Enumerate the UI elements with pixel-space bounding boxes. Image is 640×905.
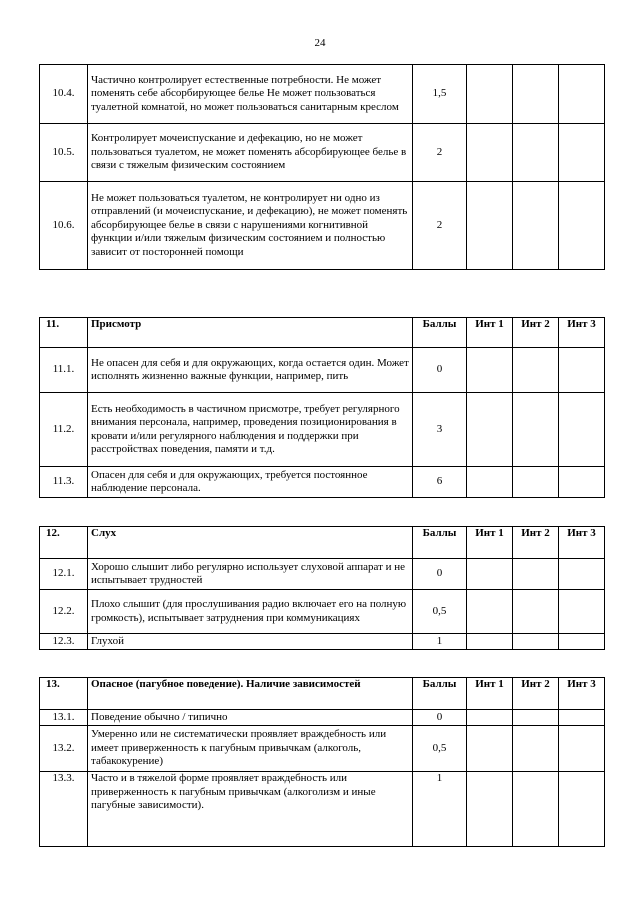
int2-header: Инт 2 [513, 318, 559, 348]
section-number: 11. [40, 318, 88, 348]
table-row [40, 467, 605, 498]
int3-cell[interactable] [559, 726, 605, 772]
int3-header: Инт 3 [559, 318, 605, 348]
row-score: 1 [413, 634, 467, 650]
row-description: Опасен для себя и для окружающих, требуется постоянное наблюдение персонала. [88, 467, 413, 498]
int2-cell[interactable] [513, 65, 559, 124]
row-score: 1,5 [413, 65, 467, 124]
row-number: 10.6. [40, 182, 88, 270]
score-header: Баллы [413, 527, 467, 559]
section-title: Опасное (пагубное поведение). Наличие зависимостей [88, 678, 413, 710]
row-score: 3 [413, 393, 467, 467]
int3-cell[interactable] [559, 393, 605, 467]
row-number: 12.2. [40, 590, 88, 634]
int3-cell[interactable] [559, 348, 605, 393]
table-row [40, 65, 605, 124]
int2-header: Инт 2 [513, 527, 559, 559]
int2-cell[interactable] [513, 467, 559, 498]
section-number: 12. [40, 527, 88, 559]
int2-cell[interactable] [513, 348, 559, 393]
table-dangerous-behavior [39, 677, 605, 847]
row-number: 10.5. [40, 124, 88, 182]
int1-cell[interactable] [467, 772, 513, 847]
int1-cell[interactable] [467, 559, 513, 590]
table-row [40, 559, 605, 590]
row-score: 2 [413, 182, 467, 270]
row-score: 0 [413, 348, 467, 393]
table-row [40, 634, 605, 650]
int1-cell[interactable] [467, 467, 513, 498]
int1-cell[interactable] [467, 393, 513, 467]
table-row [40, 393, 605, 467]
int3-cell[interactable] [559, 634, 605, 650]
row-description: Поведение обычно / типично [88, 710, 413, 726]
int2-cell[interactable] [513, 590, 559, 634]
row-description: Не может пользоваться туалетом, не контролирует ни одно из отправлений (и мочеиспускание, и дефекацию), не может поменять абсорбирующее белье в связи с нарушениями когнитивной функции и/или тяжелым физическим состоянием и полностью зависит от посторонней помощи [88, 182, 413, 270]
row-description: Не опасен для себя и для окружающих, когда остается один. Может исполнять жизненно важные функции, например, пить [88, 348, 413, 393]
row-number: 10.4. [40, 65, 88, 124]
int1-cell[interactable] [467, 182, 513, 270]
int3-header: Инт 3 [559, 678, 605, 710]
int2-cell[interactable] [513, 726, 559, 772]
row-number: 11.1. [40, 348, 88, 393]
row-number: 13.3. [40, 772, 88, 847]
int3-cell[interactable] [559, 65, 605, 124]
table-header-row [40, 527, 605, 559]
int3-cell[interactable] [559, 772, 605, 847]
int2-cell[interactable] [513, 710, 559, 726]
row-number: 13.2. [40, 726, 88, 772]
row-score: 0,5 [413, 590, 467, 634]
table-row [40, 348, 605, 393]
row-score: 0,5 [413, 726, 467, 772]
table-toilet-continued [39, 64, 605, 270]
row-score: 0 [413, 710, 467, 726]
int1-header: Инт 1 [467, 527, 513, 559]
int2-cell[interactable] [513, 634, 559, 650]
int1-header: Инт 1 [467, 318, 513, 348]
page-number: 24 [314, 37, 326, 49]
int3-cell[interactable] [559, 710, 605, 726]
section-title: Слух [88, 527, 413, 559]
row-description: Плохо слышит (для прослушивания радио включает его на полную громкость), испытывает затруднения при коммуникациях [88, 590, 413, 634]
table-header-row [40, 678, 605, 710]
int1-cell[interactable] [467, 726, 513, 772]
row-number: 12.3. [40, 634, 88, 650]
int1-cell[interactable] [467, 65, 513, 124]
int2-cell[interactable] [513, 393, 559, 467]
row-number: 13.1. [40, 710, 88, 726]
int1-cell[interactable] [467, 590, 513, 634]
row-number: 12.1. [40, 559, 88, 590]
int2-cell[interactable] [513, 772, 559, 847]
int3-cell[interactable] [559, 124, 605, 182]
table-row [40, 590, 605, 634]
table-hearing [39, 526, 605, 650]
section-title: Присмотр [88, 318, 413, 348]
table-row [40, 772, 605, 847]
table-supervision [39, 317, 605, 498]
int1-cell[interactable] [467, 634, 513, 650]
row-description: Контролирует мочеиспускание и дефекацию, но не может пользоваться туалетом, не может поменять абсорбирующее белье в связи с тяжелым физическим состоянием [88, 124, 413, 182]
score-header: Баллы [413, 678, 467, 710]
int1-header: Инт 1 [467, 678, 513, 710]
int2-cell[interactable] [513, 559, 559, 590]
table-row [40, 726, 605, 772]
row-description: Есть необходимость в частичном присмотре, требует регулярного внимания персонала, например, проведения позиционирования в кровати и/или регулярного наблюдения и поддержки при расстройствах поведения, памяти и т.д. [88, 393, 413, 467]
section-number: 13. [40, 678, 88, 710]
row-description: Часто и в тяжелой форме проявляет враждебность или приверженность к пагубным привычкам (алкоголизм и иные пагубные зависимости). [88, 772, 413, 847]
row-number: 11.2. [40, 393, 88, 467]
row-description: Глухой [88, 634, 413, 650]
int2-header: Инт 2 [513, 678, 559, 710]
int3-header: Инт 3 [559, 527, 605, 559]
int1-cell[interactable] [467, 124, 513, 182]
int3-cell[interactable] [559, 467, 605, 498]
row-score: 2 [413, 124, 467, 182]
row-description: Частично контролирует естественные потребности. Не может поменять себе абсорбирующее белье Не может пользоваться туалетной комнатой, но может пользоваться санитарным креслом [88, 65, 413, 124]
row-number: 11.3. [40, 467, 88, 498]
table-row [40, 710, 605, 726]
int2-cell[interactable] [513, 182, 559, 270]
int3-cell[interactable] [559, 559, 605, 590]
table-header-row [40, 318, 605, 348]
int2-cell[interactable] [513, 124, 559, 182]
table-row [40, 182, 605, 270]
score-header: Баллы [413, 318, 467, 348]
int3-cell[interactable] [559, 182, 605, 270]
int1-cell[interactable] [467, 348, 513, 393]
row-score: 0 [413, 559, 467, 590]
table-row [40, 124, 605, 182]
row-score: 6 [413, 467, 467, 498]
int3-cell[interactable] [559, 590, 605, 634]
row-description: Хорошо слышит либо регулярно использует слуховой аппарат и не испытывает трудностей [88, 559, 413, 590]
row-description: Умеренно или не систематически проявляет враждебность или имеет приверженность к пагубным привычкам (алкоголь, табакокурение) [88, 726, 413, 772]
row-score: 1 [413, 772, 467, 847]
int1-cell[interactable] [467, 710, 513, 726]
